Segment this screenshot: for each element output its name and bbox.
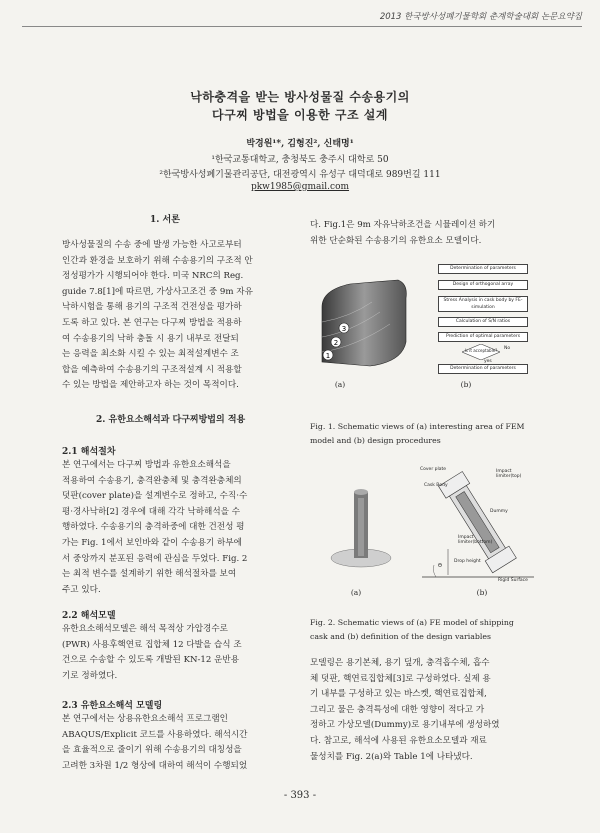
text-line: 다. 참고로, 해석에 사용된 유한요소모델과 재료 bbox=[310, 735, 487, 746]
flow-step-5: Prediction of optimal parameters bbox=[438, 332, 528, 342]
fig2b-label-cover-plate: Cover plate bbox=[420, 467, 447, 472]
fig2-subcaption-b: (b) bbox=[476, 588, 488, 597]
section-2-3-body bbox=[62, 712, 290, 774]
paper-title-line2: 다구찌 방법을 이용한 구조 설계 bbox=[212, 108, 388, 122]
section-1-body bbox=[62, 238, 290, 394]
flow-decision-yes: yes bbox=[484, 359, 492, 364]
fig2b-design-variables bbox=[418, 465, 536, 583]
text-line: 정하고 가상모델(Dummy)로 용기내부에 생성하였 bbox=[310, 720, 500, 731]
page-number: - 393 - bbox=[283, 790, 317, 801]
text-line: 행하였다. 수송용기의 충격하중에 대한 건전성 평 bbox=[62, 522, 245, 533]
fig2b-label-impact-top: Impact limiter(top) bbox=[496, 469, 522, 479]
section-2-2-heading: 2.2 해석모델 bbox=[62, 611, 116, 621]
right-column-modeling bbox=[310, 656, 540, 765]
text-line: 합을 예측하여 수송용기의 구조적설계 시 적용할 bbox=[62, 364, 242, 375]
figure-1 bbox=[310, 262, 535, 374]
text-line: 을 효율적으로 줄이기 위해 수송용기의 대칭성을 bbox=[62, 745, 242, 756]
section-2-1-heading: 2.1 해석절차 bbox=[62, 447, 116, 457]
fig1a-label-3: 3 bbox=[341, 325, 347, 333]
text-line: 가는 Fig. 1에서 보인바와 같이 수송용기 하부에 bbox=[62, 537, 242, 548]
flow-step-4: Calculation of S/N ratios bbox=[438, 317, 528, 327]
section-2-2-body bbox=[62, 622, 290, 684]
fig2b-label-theta: Θ bbox=[438, 563, 442, 569]
fig2b-label-rigid-surface: Rigid Surface bbox=[498, 578, 528, 583]
text-line: 주고 있다. bbox=[62, 584, 101, 595]
text-line: 여 수송용기의 낙하 충돌 시 용기 내부로 전달되 bbox=[62, 333, 239, 344]
text-line: 는 응력을 최소화 시킬 수 있는 최적설계변수 조 bbox=[62, 349, 239, 360]
text-line: 수 있는 방법을 제안하고자 하는 것이 목적이다. bbox=[62, 380, 239, 391]
text-line: 본 연구에서는 다구찌 방법과 유한요소해석을 bbox=[62, 460, 231, 470]
text-line: 물성치를 Fig. 2(a)와 Table 1에 나타냈다. bbox=[310, 751, 473, 762]
text-line: 유한요소해석모델은 해석 목적상 가압경수로 bbox=[62, 624, 228, 634]
text-line: 기로 정하였다. bbox=[62, 670, 118, 681]
fig1-subcaption-a: (a) bbox=[334, 380, 346, 389]
header-rule bbox=[22, 26, 582, 27]
flow-decision: Is it acceptable? bbox=[462, 344, 500, 360]
text-line: ABAQUS/Explicit 코드를 사용하였다. 해석시간 bbox=[62, 729, 248, 740]
text-line: 서 중앙까지 분포된 응력에 관심을 두었다. Fig. 2 bbox=[62, 553, 248, 564]
flow-step-1: Determination of parameters bbox=[438, 264, 528, 274]
text-line: 정성평가가 시행되어야 한다. 미국 NRC의 Reg. bbox=[62, 271, 244, 282]
text-line: 기 내부를 구성하고 있는 바스켓, 핵연료집합체, bbox=[310, 689, 487, 700]
flow-step-2: Design of orthogonal array bbox=[438, 280, 528, 290]
text-line: 다. Fig.1은 9m 자유낙하조건을 시뮬레이션 하기 bbox=[310, 220, 496, 230]
section-2-heading: 2. 유한요소해석과 다구찌방법의 적용 bbox=[96, 415, 246, 425]
section-2-1-body bbox=[62, 458, 290, 598]
text-line: 도록 하고 있다. 본 연구는 다구찌 방법을 적용하 bbox=[62, 317, 242, 328]
fig1b-flowchart bbox=[438, 262, 530, 374]
authors: 박경원¹*, 김형진², 신태명¹ bbox=[246, 139, 354, 149]
affiliation-2: ²한국방사성폐기물관리공단, 대전광역시 유성구 대덕대로 989번길 111 bbox=[159, 170, 441, 180]
fig1-subcaption-b: (b) bbox=[460, 380, 472, 389]
fig1a-label-2: 2 bbox=[333, 339, 339, 347]
text-line: 그리고 물은 충격특성에 대한 영향이 적다고 가 bbox=[310, 704, 485, 715]
flow-step-3: Stress Analysis in cask body by FE-simulation bbox=[438, 296, 528, 312]
text-line: 낙하시험을 통해 용기의 구조적 건전성을 평가하 bbox=[62, 302, 242, 313]
running-header: 2013 한국방사성폐기물학회 춘계학술대회 논문요약집 bbox=[379, 12, 582, 22]
text-line: 방사성물질의 수송 중에 발생 가능한 사고로부터 bbox=[62, 240, 242, 250]
email-link[interactable]: pkw1985@gmail.com bbox=[250, 182, 350, 192]
flow-decision-no: No bbox=[504, 346, 511, 351]
text-line: 인간과 환경을 보호하기 위해 수송용기의 구조적 안 bbox=[62, 255, 253, 266]
fig2b-label-cask-body: Cask Body bbox=[424, 483, 448, 488]
text-line: 건으로 수송할 수 있도록 개발된 KN-12 운반용 bbox=[62, 655, 239, 666]
text-line: 는 최적 변수를 설계하기 위한 해석절차를 보여 bbox=[62, 569, 237, 580]
fig1a-fem-model bbox=[310, 262, 415, 374]
text-line: 고려한 3차원 1/2 형상에 대하여 해석이 수행되었 bbox=[62, 760, 248, 771]
fig1-caption: Fig. 1. Schematic views of (a) interesting area of FEM model and (b) design procedures bbox=[310, 422, 525, 445]
text-line: 위한 단순화된 수송용기의 유한요소 모델이다. bbox=[310, 235, 482, 246]
affiliation-1: ¹한국교통대학교, 충청북도 충주시 대학로 50 bbox=[211, 155, 389, 165]
text-line: 체 덧판, 핵연료집합체[3]로 구성하였다. 실제 용 bbox=[310, 673, 491, 684]
text-line: guide 7.8[1]에 따르면, 가상사고조건 중 9m 자유 bbox=[62, 286, 253, 297]
flow-step-final: Determination of parameters bbox=[438, 364, 528, 374]
text-line: 덧판(cover plate)을 설계변수로 정하고, 수직·수 bbox=[62, 491, 248, 502]
text-line: (PWR) 사용후핵연료 집합체 12 다발을 습식 조 bbox=[62, 639, 242, 650]
fig2b-label-drop-height: Drop height bbox=[454, 559, 481, 564]
text-line: 모델링은 용기본체, 용기 덮개, 충격흡수체, 흡수 bbox=[310, 658, 490, 668]
fig2a-fe-model bbox=[318, 470, 404, 578]
fig2-caption: Fig. 2. Schematic views of (a) FE model of shipping cask and (b) definition of the design variables bbox=[310, 618, 514, 641]
text-line: 본 연구에서는 상용유한요소해석 프로그램인 bbox=[62, 714, 228, 724]
fig1a-label-1: 1 bbox=[325, 352, 331, 360]
text-line: 적용하여 수송용기, 충격완충체 및 충격완충체의 bbox=[62, 475, 242, 486]
fig2b-label-dummy: Dummy bbox=[490, 509, 508, 514]
section-2-3-heading: 2.3 유한요소해석 모델링 bbox=[62, 701, 163, 711]
paper-title-line1: 낙하충격을 받는 방사성물질 수송용기의 bbox=[190, 90, 410, 104]
section-1-heading: 1. 서론 bbox=[150, 215, 180, 225]
fig2-subcaption-a: (a) bbox=[350, 588, 362, 597]
fig2b-label-impact-bottom: Impact limiter(bottom) bbox=[458, 535, 493, 545]
right-column-intro bbox=[310, 218, 540, 249]
text-line: 평·경사낙하[2] 경우에 대해 각각 낙하해석을 수 bbox=[62, 506, 240, 517]
